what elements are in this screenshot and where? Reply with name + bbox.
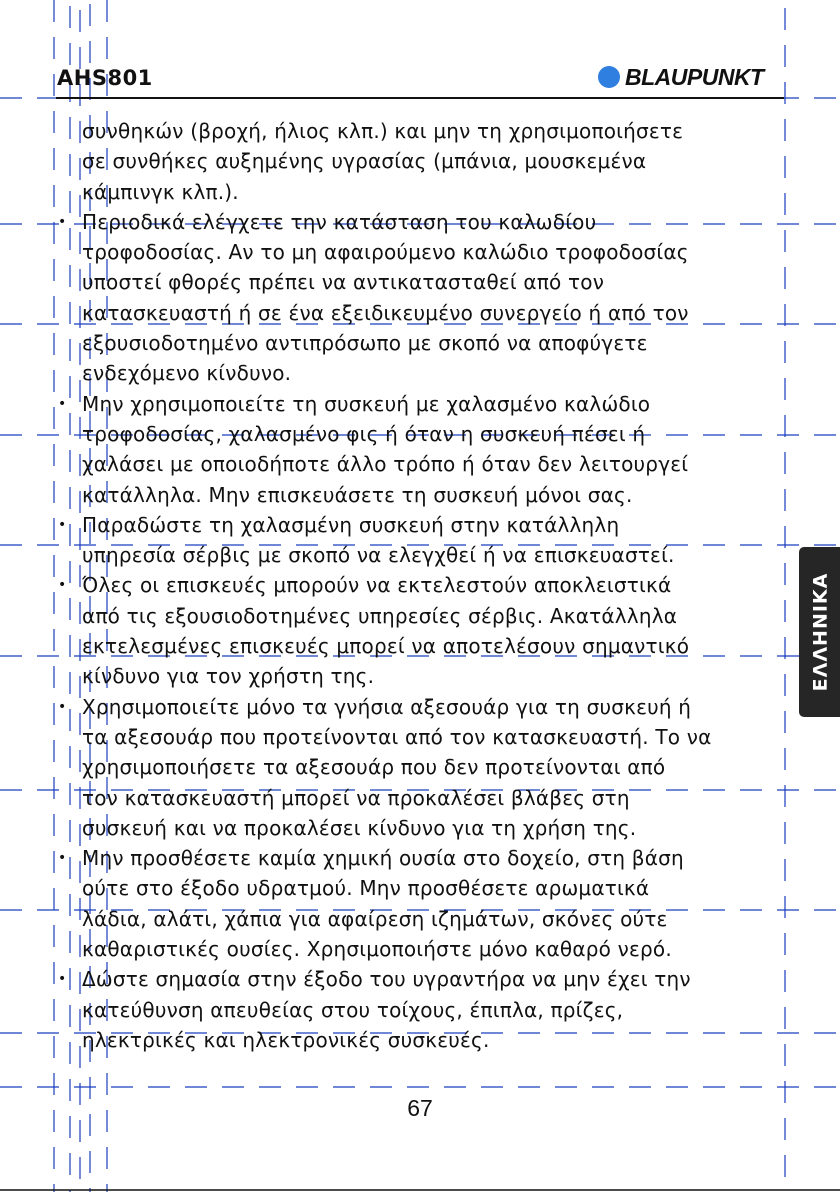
instruction-line: τροφοδοσίας. Αν το μη αφαιρούμενο καλώδιο τροφοδοσίας xyxy=(82,240,689,265)
instruction-line: ενδεχόμενο κίνδυνο. xyxy=(82,361,292,386)
instruction-line: εξουσιοδοτημένο αντιπρόσωπο με σκοπό να αποφύγετε xyxy=(82,331,648,356)
instruction-line: κίνδυνο για τον χρήστη της. xyxy=(82,664,375,689)
instruction-line: Όλες οι επισκευές μπορούν να εκτελεστούν αποκλειστικά xyxy=(82,573,672,598)
language-tab-label: ΕΛΛΗΝΙΚΑ xyxy=(809,572,832,692)
brand-dot-icon xyxy=(598,66,620,88)
instruction-line: συσκευή και να προκαλέσει κίνδυνο για τη χρήση της. xyxy=(82,815,637,840)
bullet-icon: • xyxy=(58,516,67,533)
instruction-line: τον κατασκευαστή μπορεί να προκαλέσει βλάβες στη xyxy=(82,785,630,810)
instruction-item xyxy=(58,692,788,843)
instruction-line: Μην χρησιμοποιείτε τη συσκευή με χαλασμένο καλώδιο xyxy=(82,391,651,416)
bullet-icon: • xyxy=(58,213,67,230)
instruction-line: χρησιμοποιήσετε τα αξεσουάρ που δεν προτείνονται από xyxy=(82,755,666,780)
instruction-item xyxy=(58,510,788,571)
brand-logo xyxy=(598,64,764,90)
instruction-line: από τις εξουσιοδοτημένες υπηρεσίες σέρβις. Ακατάλληλα xyxy=(82,603,678,628)
instruction-item xyxy=(58,843,788,964)
instruction-line: σε συνθήκες αυξημένης υγρασίας (μπάνια, μουσκεμένα xyxy=(82,149,647,174)
language-tab xyxy=(799,547,840,717)
instruction-line: κατασκευαστή ή σε ένα εξειδικευμένο συνεργείο ή από τον xyxy=(82,300,689,325)
instruction-item xyxy=(58,964,788,1055)
instruction-line: κάμπινγκ κλπ.). xyxy=(82,179,239,204)
bullet-icon: • xyxy=(58,971,67,988)
instruction-line: κατάλληλα. Μην επισκευάσετε τη συσκευή μόνοι σας. xyxy=(82,482,633,507)
bullet-icon: • xyxy=(58,850,67,867)
bullet-icon: • xyxy=(58,698,67,715)
bullet-icon: • xyxy=(58,395,67,412)
header-rule xyxy=(56,97,784,99)
brand-name: BLAUPUNKT xyxy=(625,63,764,90)
instruction-line: εκτελεσμένες επισκευές μπορεί να αποτελέσουν σημαντικό xyxy=(82,634,690,659)
instruction-item xyxy=(58,389,788,510)
instruction-line: Δώστε σημασία στην έξοδο του υγραντήρα να μην έχει την xyxy=(82,967,691,992)
instruction-line: Χρησιμοποιείτε μόνο τα γνήσια αξεσουάρ για τη συσκευή ή xyxy=(82,694,692,719)
model-number: AHS801 xyxy=(57,66,153,90)
page-number: 67 xyxy=(407,1095,433,1121)
instruction-line: λάδια, αλάτι, χάπια για αφαίρεση ιζημάτων, σκόνες ούτε xyxy=(82,906,668,931)
instruction-line: τροφοδοσίας, χαλασμένο φις ή όταν η συσκευή πέσει ή xyxy=(82,421,646,446)
safety-instructions xyxy=(58,116,788,1055)
instruction-line: κατεύθυνση απευθείας στου τοίχους, έπιπλα, πρίζες, xyxy=(82,997,624,1022)
instruction-line: συνθηκών (βροχή, ήλιος κλπ.) και μην τη χρησιμοποιήσετε xyxy=(82,119,684,143)
instruction-line: Παραδώστε τη χαλασμένη συσκευή στην κατάλληλη xyxy=(82,512,620,537)
instruction-item xyxy=(58,116,788,207)
bullet-icon: • xyxy=(58,577,67,594)
instruction-line: Μην προσθέσετε καμία χημική ουσία στο δοχείο, στη βάση xyxy=(82,846,684,871)
instruction-line: χαλάσει με οποιοδήποτε άλλο τρόπο ή όταν δεν λειτουργεί xyxy=(82,452,689,477)
instruction-line: υπηρεσία σέρβις με σκοπό να ελεγχθεί ή να επισκευαστεί. xyxy=(82,543,675,568)
instruction-item xyxy=(58,207,788,389)
instruction-line: υποστεί φθορές πρέπει να αντικατασταθεί από τον xyxy=(82,270,605,295)
instruction-item xyxy=(58,570,788,691)
instruction-line: ηλεκτρικές και ηλεκτρονικές συσκευές. xyxy=(82,1027,490,1052)
instruction-line: Περιοδικά ελέγχετε την κατάσταση του καλωδίου xyxy=(82,209,597,234)
instruction-line: καθαριστικές ουσίες. Χρησιμοποιήστε μόνο καθαρό νερό. xyxy=(82,937,672,962)
instruction-line: ούτε στο έξοδο υδρατμού. Μην προσθέσετε αρωματικά xyxy=(82,876,650,901)
instruction-line: τα αξεσουάρ που προτείνονται από τον κατασκευαστή. Το να xyxy=(82,724,712,749)
